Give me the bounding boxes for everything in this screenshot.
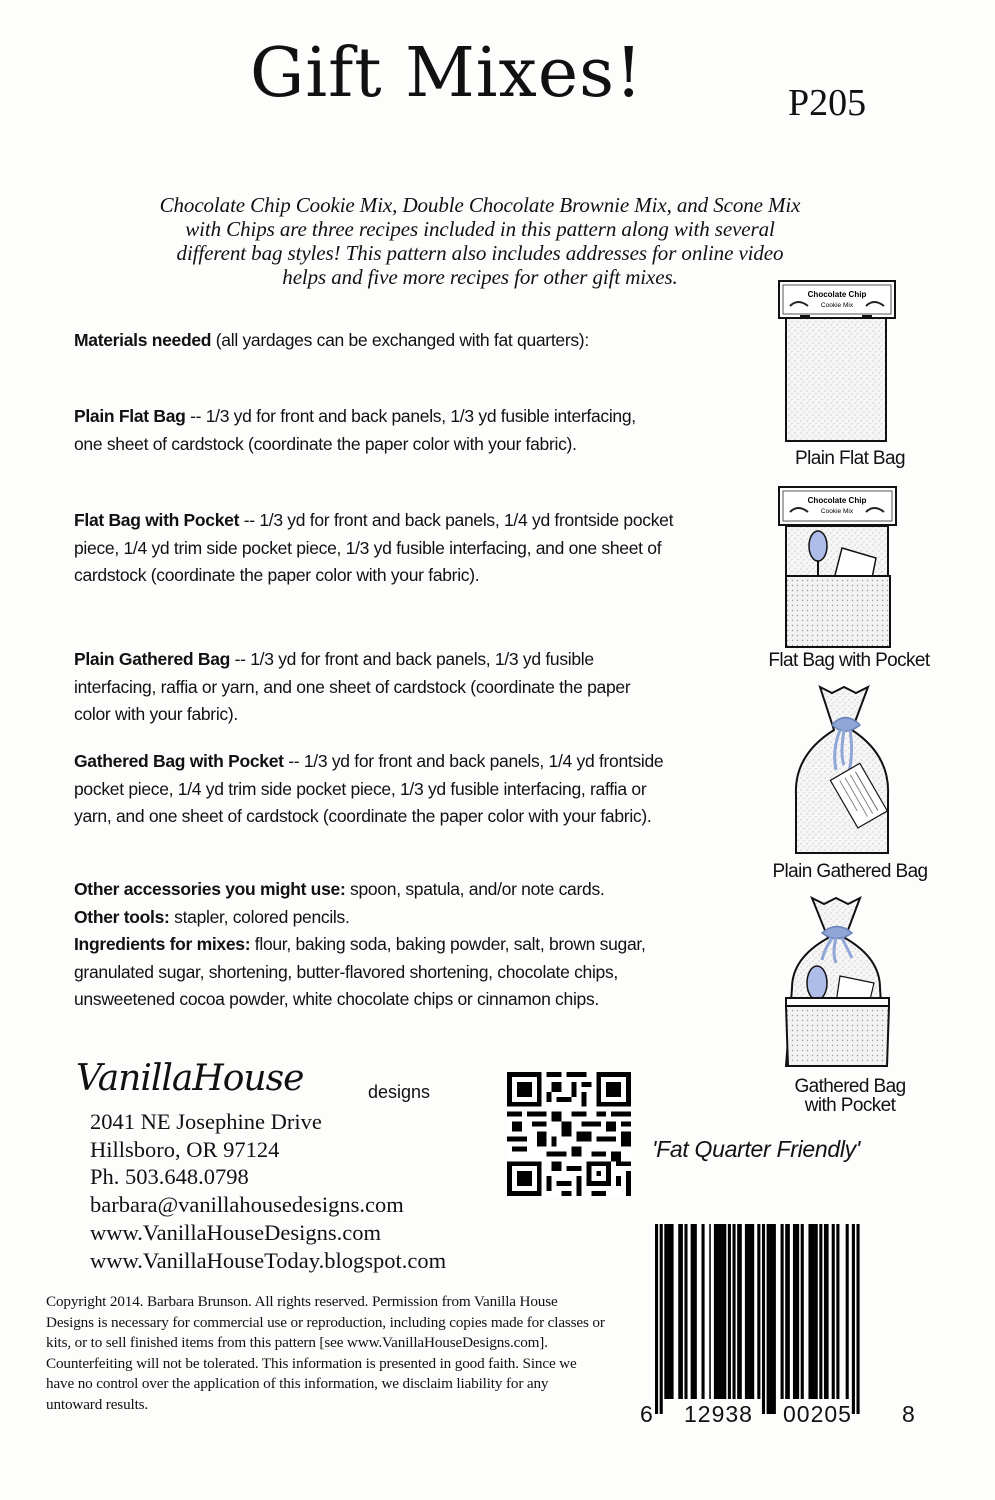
barcode-bar xyxy=(664,1224,673,1399)
material-item-gathered-bag-pocket xyxy=(74,748,674,831)
material-item-name: Flat Bag with Pocket xyxy=(74,510,240,530)
spoon-icon xyxy=(809,531,827,561)
material-item-name: Plain Gathered Bag xyxy=(74,649,231,669)
intro-line: helps and five more recipes for other gift mixes. xyxy=(282,265,678,289)
barcode-bar xyxy=(714,1224,726,1399)
intro-line: Chocolate Chip Cookie Mix, Double Chocolate Brownie Mix, and Scone Mix xyxy=(159,193,801,217)
barcode-bar xyxy=(785,1224,790,1399)
pattern-code: P205 xyxy=(788,82,867,124)
extra-tools xyxy=(74,904,714,932)
barcode-bar xyxy=(808,1224,817,1399)
extra-text: stapler, colored pencils. xyxy=(169,906,350,927)
material-item-plain-gathered-bag xyxy=(74,646,649,729)
extra-ingredients xyxy=(74,931,664,1014)
plain-gathered-bag-illustration xyxy=(740,675,960,865)
bag-label-plain-flat: Plain Flat Bag xyxy=(795,448,905,469)
barcode-bar xyxy=(819,1224,822,1399)
bag-label-gathered-pocket xyxy=(740,1077,960,1115)
bag-tag-line2: Cookie Mix xyxy=(820,302,854,309)
barcode-bar xyxy=(836,1224,839,1399)
vanilla-house-logo: VanillaHouse xyxy=(76,1058,304,1099)
barcode-bar xyxy=(762,1224,765,1414)
flat-bag-pocket-illustration xyxy=(740,478,960,653)
barcode-bars xyxy=(640,1222,950,1417)
fat-quarter-tagline: 'Fat Quarter Friendly' xyxy=(652,1136,860,1162)
bag-tag-line2: Cookie Mix xyxy=(820,508,854,515)
barcode-group2: 00205 xyxy=(783,1401,852,1427)
materials-heading-note: (all yardages can be exchanged with fat quarters): xyxy=(211,330,589,350)
barcode-bar xyxy=(655,1224,658,1414)
page-title: Gift Mixes! xyxy=(250,34,644,113)
upc-barcode xyxy=(640,1222,950,1442)
barcode-bar xyxy=(832,1224,835,1399)
plain-flat-bag-illustration xyxy=(740,270,960,450)
material-item-text: -- 1/3 yd for front and back panels, 1/4 yd frontside pocket piece, 1/4 yd trim side pocket piece, 1/3 yd fusible interfacing, raffia or yarn, and one sheet of cardstock (coordinate the paper color with your fabric). xyxy=(74,751,664,826)
barcode-group1: 12938 xyxy=(684,1401,753,1427)
barcode-bar xyxy=(733,1224,736,1399)
qr-code[interactable] xyxy=(507,1072,631,1196)
extra-label: Other accessories you might use: xyxy=(74,879,346,899)
bag-label-flat-pocket: Flat Bag with Pocket xyxy=(768,650,930,671)
barcode-bar xyxy=(781,1224,784,1399)
website-link[interactable]: www.VanillaHouseDesigns.com xyxy=(90,1219,381,1245)
barcode-bar xyxy=(801,1224,804,1399)
gathered-bag-pocket-illustration xyxy=(740,888,960,1068)
barcode-bar xyxy=(745,1224,754,1399)
material-item-name: Gathered Bag with Pocket xyxy=(74,751,284,771)
barcode-bar xyxy=(824,1224,829,1399)
extra-accessories xyxy=(74,876,714,904)
email-link[interactable]: barbara@vanillahousedesigns.com xyxy=(90,1192,404,1218)
barcode-bar xyxy=(709,1224,711,1399)
address-line2: Hillsboro, OR 97124 xyxy=(90,1136,280,1162)
barcode-bar xyxy=(684,1224,687,1399)
material-item-flat-bag-pocket xyxy=(74,507,699,590)
barcode-bar xyxy=(767,1224,776,1414)
material-item-name: Plain Flat Bag xyxy=(74,406,186,426)
bag-tag-line1: Chocolate Chip xyxy=(807,496,867,505)
extras-block xyxy=(74,876,714,1014)
barcode-bar xyxy=(857,1224,860,1414)
address-line1: 2041 NE Josephine Drive xyxy=(90,1109,322,1134)
barcode-bar xyxy=(737,1224,742,1399)
barcode-bar xyxy=(660,1224,663,1414)
bag-label-line: Gathered Bag xyxy=(794,1076,906,1097)
material-item-text: -- 1/3 yd for front and back panels, 1/4 yd frontside pocket piece, 1/4 yd trim side pocket piece, 1/3 yd fusible interfacing, and one sheet of cardstock (coordinate the paper color with your fabric). xyxy=(74,510,674,585)
intro-line: different bag styles! This pattern also includes addresses for online video xyxy=(176,241,784,265)
bag-tag-line1: Chocolate Chip xyxy=(807,290,867,299)
company-contact xyxy=(90,1108,446,1274)
extra-text: spoon, spatula, and/or note cards. xyxy=(345,879,605,899)
extra-label: Ingredients for mixes: xyxy=(74,934,251,954)
blog-link[interactable]: www.VanillaHouseToday.blogspot.com xyxy=(90,1247,447,1273)
barcode-digit-right: 8 xyxy=(902,1401,915,1427)
copyright-notice: Copyright 2014. Barbara Brunson. All rights reserved. Permission from Vanilla House Designs is necessary for commercial use or reproduction, including copies made for classes or kits, or to sell finished items from this pattern [see www.VanillaHouseDesigns.com]. Counterfeiting will not be tolerated. This information is presented in good faith. Since we have no control over the application of this information, we disclaim liability for any untoward results. xyxy=(46,1293,605,1413)
barcode-digit-left: 6 xyxy=(640,1401,653,1427)
materials-heading: Materials needed xyxy=(74,330,212,350)
intro-line: with Chips are three recipes included in this pattern along with several xyxy=(185,217,775,241)
spoon-icon xyxy=(807,966,827,1000)
barcode-bar xyxy=(852,1224,855,1414)
material-item-plain-flat-bag xyxy=(74,403,659,458)
barcode-bar xyxy=(793,1224,799,1399)
logo-suffix: designs xyxy=(368,1082,431,1102)
barcode-bar xyxy=(702,1224,705,1399)
barcode-bar xyxy=(846,1224,849,1399)
phone: Ph. 503.648.0798 xyxy=(90,1164,249,1190)
barcode-bar xyxy=(691,1224,697,1399)
barcode-bar xyxy=(728,1224,731,1399)
materials-heading-paragraph xyxy=(74,327,634,355)
barcode-bar xyxy=(757,1224,760,1399)
bag-label-line: with Pocket xyxy=(804,1095,896,1116)
extra-text: flour, baking soda, baking powder, salt, brown sugar, granulated sugar, shortening, butter-flavored shortening, chocolate chips, unsweetened cocoa powder, white chocolate chips or cinnamon chips. xyxy=(74,934,646,1009)
extra-label: Other tools: xyxy=(74,906,170,927)
barcode-bar xyxy=(678,1224,683,1399)
bag-label-plain-gathered: Plain Gathered Bag xyxy=(772,861,928,882)
material-item-text: -- 1/3 yd for front and back panels, 1/3 yd fusible interfacing, raffia or yarn, and one sheet of cardstock (coordinate the paper color with your fabric). xyxy=(74,649,631,724)
material-item-text: -- 1/3 yd for front and back panels, 1/3 yd fusible interfacing, one sheet of cardstock (coordinate the paper color with your fabric). xyxy=(74,406,636,454)
